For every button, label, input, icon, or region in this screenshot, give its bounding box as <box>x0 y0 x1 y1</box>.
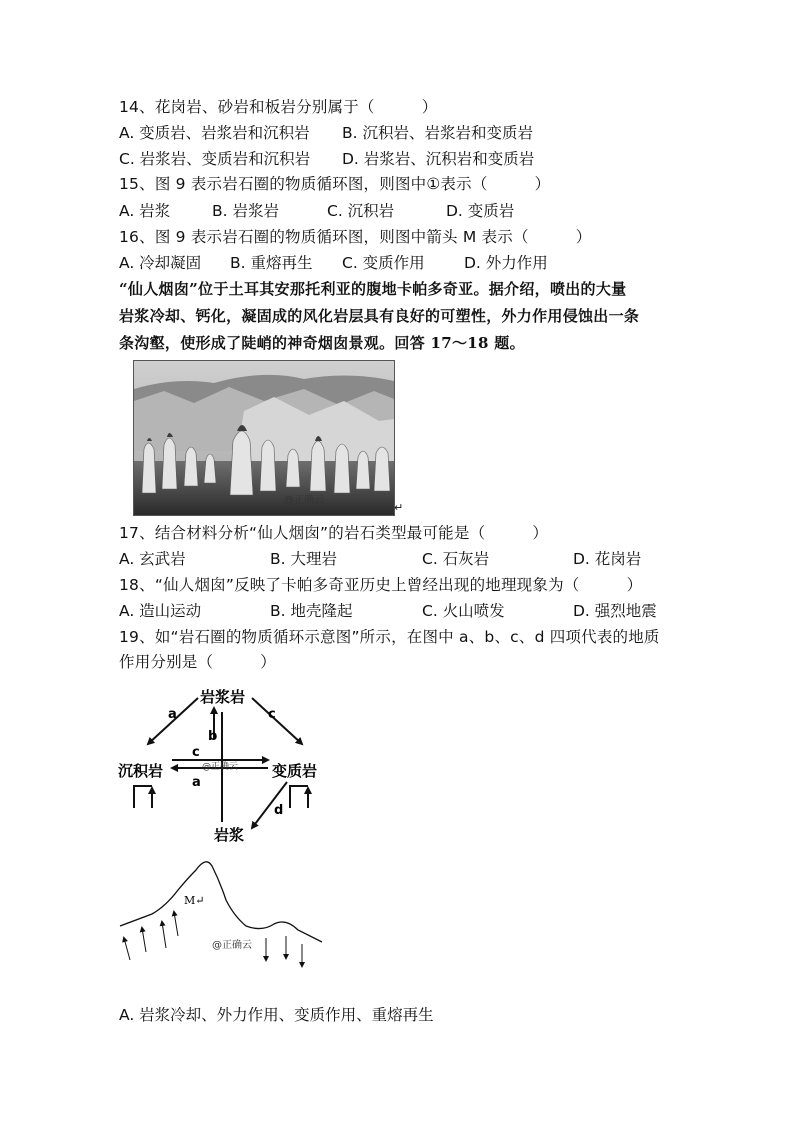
label-c-top: c <box>268 707 276 722</box>
arrow-c-top <box>252 698 302 744</box>
question-15-stem: 15、图 9 表示岩石圈的物质循环图，则图中①表示（ ） <box>119 175 551 193</box>
q17-option-a: A. 玄武岩 <box>119 550 186 568</box>
q14-option-b: B. 沉积岩、岩浆岩和变质岩 <box>342 124 533 142</box>
q15-option-d: D. 变质岩 <box>446 202 515 220</box>
q18-option-c: C. 火山喷发 <box>422 602 505 620</box>
question-16-stem: 16、图 9 表示岩石圈的物质循环图，则图中箭头 M 表示（ ） <box>119 228 592 246</box>
loop-metamorphic-left <box>290 786 308 808</box>
photo-illustration <box>134 361 394 515</box>
q16-option-a: A. 冷却凝固 <box>119 254 202 272</box>
question-18-stem: 18、“仙人烟囱”反映了卡帕多奇亚历史上曾经出现的地理现象为（ ） <box>119 576 643 594</box>
arrow-up-4 <box>174 912 178 936</box>
loop-sedimentary-left <box>134 786 152 808</box>
q14-option-c: C. 岩浆岩、变质岩和沉积岩 <box>119 150 311 168</box>
q15-option-c: C. 沉积岩 <box>327 202 395 220</box>
arrow-up-2 <box>142 928 146 952</box>
profile-watermark: @正确云 <box>212 940 252 951</box>
question-19-stem-line-1: 19、如“岩石圈的物质循环示意图”所示，在图中 a、b、c、d 四项代表的地质 <box>119 628 660 646</box>
arrow-up-1 <box>124 938 130 960</box>
passage-line-1: “仙人烟囱”位于土耳其安那托利亚的腹地卡帕多奇亚。据介绍，喷出的大量 <box>119 280 627 298</box>
q15-option-a: A. 岩浆 <box>119 202 171 220</box>
q17-option-c: C. 石灰岩 <box>422 550 490 568</box>
photo-watermark: @正确云 <box>284 495 324 506</box>
mountain-profile-diagram <box>116 856 326 976</box>
label-c-mid: c <box>192 745 200 760</box>
diagram-watermark: @正确云 <box>202 762 239 772</box>
label-b: b <box>208 729 218 744</box>
node-sedimentary-rock: 沉积岩 <box>118 762 164 780</box>
q18-option-d: D. 强烈地震 <box>573 602 657 620</box>
passage-line-2: 岩浆冷却、钙化，凝固成的风化岩层具有良好的可塑性，外力作用侵蚀出一条 <box>119 307 640 325</box>
node-metamorphic-rock: 变质岩 <box>272 762 318 780</box>
question-19-stem-line-2: 作用分别是（ ） <box>119 653 277 671</box>
question-17-stem: 17、结合材料分析“仙人烟囱”的岩石类型最可能是（ ） <box>119 524 549 542</box>
node-magma: 岩浆 <box>214 826 245 844</box>
mountain-surface-line <box>120 862 322 942</box>
q17-option-d: D. 花岗岩 <box>573 550 642 568</box>
q16-option-b: B. 重熔再生 <box>230 254 313 272</box>
label-d: d <box>274 803 284 818</box>
rock-cycle-diagram <box>112 682 327 852</box>
q18-option-a: A. 造山运动 <box>119 602 202 620</box>
q16-option-c: C. 变质作用 <box>342 254 425 272</box>
q16-option-d: D. 外力作用 <box>464 254 548 272</box>
q14-option-d: D. 岩浆岩、沉积岩和变质岩 <box>342 150 535 168</box>
return-mark: ↵ <box>394 501 404 514</box>
q18-option-b: B. 地壳隆起 <box>270 602 353 620</box>
node-magmatic-rock: 岩浆岩 <box>200 688 246 706</box>
q14-option-a: A. 变质岩、岩浆岩和沉积岩 <box>119 124 310 142</box>
q19-option-a: A. 岩浆冷却、外力作用、变质作用、重熔再生 <box>119 1006 434 1024</box>
label-m: M↵ <box>184 894 205 907</box>
question-14-stem: 14、花岗岩、砂岩和板岩分别属于（ ） <box>119 98 438 116</box>
q17-option-b: B. 大理岩 <box>270 550 337 568</box>
passage-line-3: 条沟壑，使形成了陡峭的神奇烟囱景观。回答 17～18 题。 <box>119 334 525 352</box>
arrow-up-3 <box>162 922 166 948</box>
q15-option-b: B. 岩浆岩 <box>212 202 279 220</box>
label-a-top: a <box>168 707 177 722</box>
label-a-mid: a <box>192 775 201 790</box>
fairy-chimneys-photo <box>133 360 395 516</box>
